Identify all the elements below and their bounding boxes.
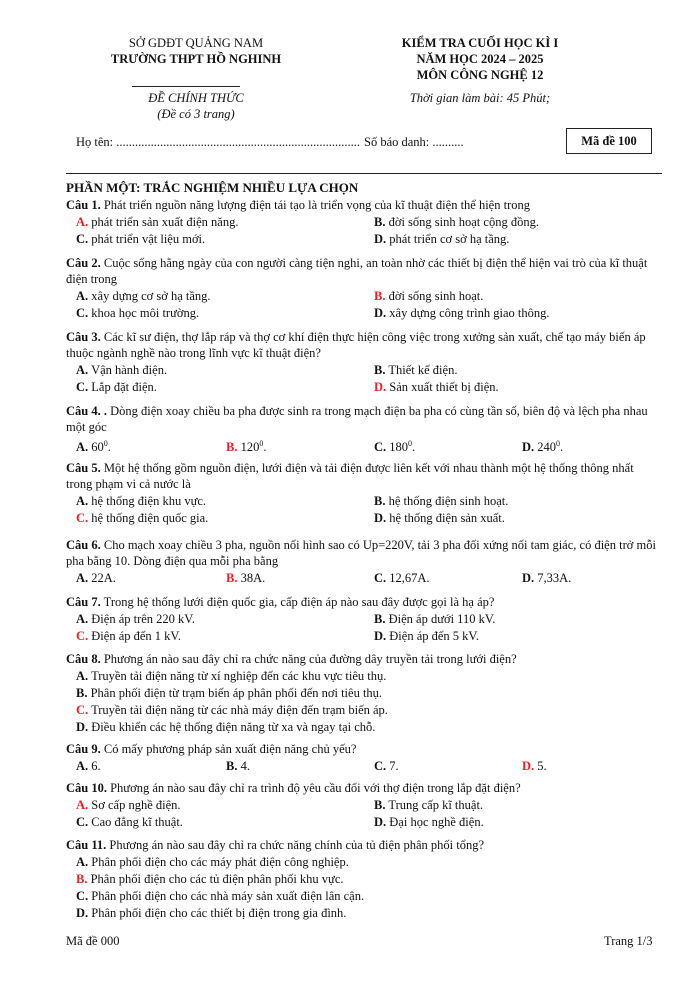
option-letter: B.	[226, 571, 238, 585]
option-letter: D.	[522, 440, 535, 455]
option-letter: A.	[76, 759, 89, 773]
question-text: Phương án nào sau đây chỉ ra chức năng chính của tủ điện phân phối tổng?	[106, 838, 484, 852]
option-letter: D.	[374, 511, 387, 525]
option-text: Trung cấp kĩ thuật.	[388, 798, 484, 812]
answer-option-a[interactable]	[76, 570, 116, 586]
option-text: phát triển sản xuất điện năng.	[91, 215, 239, 229]
question-number: Câu 4. .	[66, 404, 107, 418]
option-text: hệ thống điện sản xuất.	[389, 511, 505, 525]
option-text: Lắp đặt điện.	[91, 380, 157, 394]
question-stem	[66, 460, 662, 492]
option-text: Thiết kế điện.	[388, 363, 458, 377]
question-text: Trong hệ thống lưới điện quốc gia, cấp điện áp nào sau đây được gọi là hạ áp?	[100, 595, 495, 609]
option-text: Cao đẳng kĩ thuật.	[91, 815, 183, 829]
option-text: 6.	[91, 759, 101, 773]
option-text: 180	[389, 440, 409, 455]
option-letter: C.	[76, 380, 89, 394]
option-text: đời sống sinh hoạt.	[388, 289, 484, 303]
option-text: Phân phối điện cho các máy phát điện công nghiệp.	[91, 855, 349, 869]
question-stem	[66, 329, 662, 361]
official-label: ĐỀ CHÍNH THỨC	[148, 91, 244, 105]
answer-option-d[interactable]	[374, 305, 550, 321]
option-text: 12,67A.	[389, 571, 430, 585]
answer-option-c[interactable]	[76, 814, 183, 830]
option-letter: C.	[76, 629, 89, 643]
option-text: phát triển cơ sở hạ tầng.	[389, 232, 510, 246]
option-letter: C.	[76, 232, 89, 246]
option-letter: B.	[76, 686, 88, 700]
option-letter: C.	[76, 511, 89, 525]
header-underline	[132, 86, 240, 87]
question-stem	[66, 255, 662, 287]
option-letter: C.	[76, 889, 89, 903]
question-text: Cho mạch xoay chiều 3 pha, nguồn nối hình sao có Up=220V, tải 3 pha đối xứng nối tam giác, có điện trở mỗi pha bằng 10. Dòng điện qua mỗi pha bằng	[66, 538, 656, 568]
question-number: Câu 6.	[66, 538, 101, 552]
degree-superscript: 0	[556, 439, 561, 448]
question-stem	[66, 741, 662, 757]
option-text: Điện áp đến 1 kV.	[91, 629, 181, 643]
answer-option-c[interactable]	[374, 758, 399, 774]
question-text: Dòng điện xoay chiều ba pha được sinh ra trong mạch điện ba pha có cùng tần số, biên độ và lệch pha nhau một góc	[66, 404, 648, 434]
option-text: 38A.	[240, 571, 266, 585]
option-text: đời sống sinh hoạt cộng đồng.	[388, 215, 539, 229]
answer-option-b[interactable]	[226, 436, 266, 455]
option-letter: A.	[76, 440, 89, 455]
question-stem	[66, 780, 662, 796]
option-letter: D.	[522, 759, 535, 773]
answer-option-c[interactable]	[76, 305, 199, 321]
option-letter: D.	[374, 306, 387, 320]
option-text: hệ thống điện sinh hoạt.	[388, 494, 509, 508]
question-number: Câu 2.	[66, 256, 101, 270]
exam-time: Thời gian làm bài: 45 Phút;	[409, 91, 551, 105]
option-text: Sản xuất thiết bị điện.	[389, 380, 499, 394]
exam-title: KIỂM TRA CUỐI HỌC KÌ I	[401, 36, 559, 50]
footer-exam-code: Mã đề 000	[66, 934, 120, 948]
answer-option-d[interactable]	[374, 814, 484, 830]
option-text: xây dựng cơ sở hạ tầng.	[91, 289, 211, 303]
option-letter: B.	[374, 494, 386, 508]
option-text: hệ thống điện khu vực.	[91, 494, 207, 508]
option-letter: B.	[374, 215, 386, 229]
option-letter: D.	[374, 629, 387, 643]
name-field-label: Họ tên: ..............................................................................	[76, 135, 361, 149]
option-letter: A.	[76, 798, 89, 812]
answer-option-d[interactable]	[76, 719, 375, 735]
option-text: 7,33A.	[537, 571, 572, 585]
option-letter: C.	[374, 571, 387, 585]
answer-option-a[interactable]	[76, 797, 181, 813]
answer-option-b[interactable]	[374, 611, 495, 627]
answer-option-d[interactable]	[374, 231, 509, 247]
option-letter: A.	[76, 571, 89, 585]
question-text: Các kĩ sư điện, thợ lắp ráp và thợ cơ khí điện thực hiện công việc trong xưởng sản xuất, chế tạo máy biến áp thuộc ngành nghề nào trong lĩnh vực kĩ thuật điện?	[66, 330, 646, 360]
answer-option-d[interactable]	[522, 436, 563, 455]
school-year: NĂM HỌC 2024 – 2025	[416, 52, 544, 66]
option-letter: D.	[76, 720, 89, 734]
option-text: Vận hành điện.	[91, 363, 168, 377]
option-letter: B.	[226, 759, 238, 773]
answer-option-a[interactable]	[76, 288, 211, 304]
option-letter: D.	[374, 815, 387, 829]
option-text: 22A.	[91, 571, 116, 585]
option-letter: B.	[374, 612, 386, 626]
option-letter: C.	[76, 815, 89, 829]
question-stem	[66, 197, 662, 213]
question-text: Một hệ thống gồm nguồn điện, lưới điện và tải điện được liên kết với nhau thành một hệ thống thông nhất trong phạm vi cả nước là	[66, 461, 634, 491]
option-end: .	[107, 440, 111, 455]
question-text: Phương án nào sau đây chỉ ra trình độ yêu cầu đối với thợ điện trong lắp đặt điện?	[106, 781, 521, 795]
option-text: Sơ cấp nghề điện.	[91, 798, 181, 812]
question-stem	[66, 837, 662, 853]
answer-option-a[interactable]	[76, 758, 101, 774]
answer-option-c[interactable]	[374, 570, 430, 586]
option-text: 7.	[389, 759, 399, 773]
question-number: Câu 5.	[66, 461, 101, 475]
question-stem	[66, 537, 662, 569]
option-text: Điện áp dưới 110 kV.	[388, 612, 496, 626]
option-letter: B.	[374, 289, 386, 303]
option-text: Điều khiển các hệ thống điện năng từ xa và ngay tại chỗ.	[91, 720, 376, 734]
answer-option-c[interactable]	[374, 436, 415, 455]
answer-option-c[interactable]	[76, 702, 388, 718]
option-text: 60	[91, 440, 104, 455]
answer-option-d[interactable]	[522, 758, 547, 774]
option-text: 5.	[537, 759, 547, 773]
question-number: Câu 10.	[66, 781, 107, 795]
degree-superscript: 0	[408, 439, 413, 448]
question-text: Phát triển nguồn năng lượng điện tái tạo là triển vọng của kĩ thuật điện thể hiện trong	[100, 198, 530, 212]
option-text: Phân phối điện cho các thiết bị điện trong gia đình.	[91, 906, 347, 920]
answer-option-b[interactable]	[374, 362, 457, 378]
option-end: .	[560, 440, 564, 455]
school-name: TRƯỜNG THPT HỒ NGHINH	[110, 52, 282, 66]
subject: MÔN CÔNG NGHỆ 12	[416, 68, 544, 82]
answer-option-a[interactable]	[76, 436, 111, 455]
option-end: .	[412, 440, 416, 455]
answer-option-d[interactable]	[374, 628, 479, 644]
option-text: 4.	[240, 759, 250, 773]
option-letter: A.	[76, 363, 89, 377]
option-letter: B.	[76, 872, 88, 886]
option-letter: B.	[226, 440, 238, 455]
answer-option-a[interactable]	[76, 493, 206, 509]
answer-option-d[interactable]	[522, 570, 571, 586]
question-number: Câu 8.	[66, 652, 101, 666]
question-number: Câu 1.	[66, 198, 101, 212]
answer-option-b[interactable]	[374, 214, 539, 230]
option-letter: B.	[374, 363, 386, 377]
option-letter: B.	[374, 798, 386, 812]
footer-page-number: Trang 1/3	[604, 934, 653, 948]
answer-option-b[interactable]	[76, 685, 382, 701]
answer-option-a[interactable]	[76, 611, 195, 627]
answer-option-a[interactable]	[76, 854, 349, 870]
question-number: Câu 3.	[66, 330, 101, 344]
option-letter: C.	[374, 440, 387, 455]
question-number: Câu 9.	[66, 742, 101, 756]
section-title: PHẦN MỘT: TRẮC NGHIỆM NHIỀU LỰA CHỌN	[66, 180, 359, 195]
dept-name: SỞ GDĐT QUẢNG NAM	[128, 36, 264, 50]
question-number: Câu 11.	[66, 838, 107, 852]
option-letter: C.	[76, 703, 89, 717]
option-text: xây dựng công trình giao thông.	[389, 306, 550, 320]
option-text: Truyền tải điện năng từ các nhà máy điện đến trạm biến áp.	[91, 703, 388, 717]
option-letter: D.	[374, 232, 387, 246]
option-text: Truyền tải điện năng từ xí nghiệp đến các khu vực tiêu thụ.	[91, 669, 387, 683]
option-text: Phân phối điện cho các tủ điện phân phối khu vực.	[90, 872, 344, 886]
option-text: hệ thống điện quốc gia.	[91, 511, 209, 525]
answer-option-b[interactable]	[374, 288, 483, 304]
option-letter: A.	[76, 215, 89, 229]
answer-option-d[interactable]	[76, 905, 346, 921]
answer-option-b[interactable]	[374, 797, 483, 813]
answer-option-b[interactable]	[226, 758, 250, 774]
question-stem	[66, 651, 662, 667]
degree-superscript: 0	[103, 439, 108, 448]
option-letter: A.	[76, 855, 89, 869]
answer-option-c[interactable]	[76, 888, 364, 904]
option-text: phát triển vật liệu mới.	[91, 232, 206, 246]
exam-code-box: Mã đề 100	[566, 128, 652, 154]
option-letter: A.	[76, 289, 89, 303]
option-text: Đại học nghề điện.	[389, 815, 484, 829]
option-letter: D.	[76, 906, 89, 920]
option-letter: A.	[76, 494, 89, 508]
option-text: 120	[240, 440, 260, 455]
header-divider	[66, 173, 662, 174]
answer-option-c[interactable]	[76, 510, 208, 526]
option-text: Phân phối điện cho các nhà máy sản xuất điện lân cận.	[91, 889, 365, 903]
answer-option-d[interactable]	[374, 510, 505, 526]
option-letter: A.	[76, 669, 89, 683]
option-text: Điện áp trên 220 kV.	[91, 612, 195, 626]
option-text: Phân phối điện từ trạm biến áp phân phối đến nơi tiêu thụ.	[90, 686, 383, 700]
question-number: Câu 7.	[66, 595, 101, 609]
question-stem	[66, 403, 662, 435]
question-text: Có mấy phương pháp sản xuất điện năng chủ yếu?	[100, 742, 357, 756]
question-text: Cuộc sống hằng ngày của con người càng tiện nghi, an toàn nhờ các thiết bị điện thể hiện vai trò của kĩ thuật điện trong	[66, 256, 648, 286]
answer-option-c[interactable]	[76, 231, 205, 247]
option-letter: D.	[374, 380, 387, 394]
option-text: khoa học môi trường.	[91, 306, 200, 320]
option-text: Điện áp đến 5 kV.	[389, 629, 479, 643]
answer-option-b[interactable]	[226, 570, 265, 586]
answer-option-c[interactable]	[76, 628, 181, 644]
option-letter: C.	[76, 306, 89, 320]
option-end: .	[263, 440, 267, 455]
option-letter: C.	[374, 759, 387, 773]
option-letter: D.	[522, 571, 535, 585]
answer-option-d[interactable]	[374, 379, 499, 395]
question-stem	[66, 594, 662, 610]
pages-note: (Đề có 3 trang)	[157, 107, 235, 121]
answer-option-a[interactable]	[76, 214, 238, 230]
answer-option-b[interactable]	[76, 871, 344, 887]
answer-option-c[interactable]	[76, 379, 157, 395]
answer-option-b[interactable]	[374, 493, 508, 509]
answer-option-a[interactable]	[76, 362, 167, 378]
degree-superscript: 0	[259, 439, 264, 448]
question-text: Phương án nào sau đây chỉ ra chức năng của đường dây truyền tải trong lưới điện?	[100, 652, 517, 666]
sbd-field-label: Số báo danh: ..........	[364, 135, 464, 149]
option-letter: A.	[76, 612, 89, 626]
option-text: 240	[537, 440, 557, 455]
answer-option-a[interactable]	[76, 668, 386, 684]
